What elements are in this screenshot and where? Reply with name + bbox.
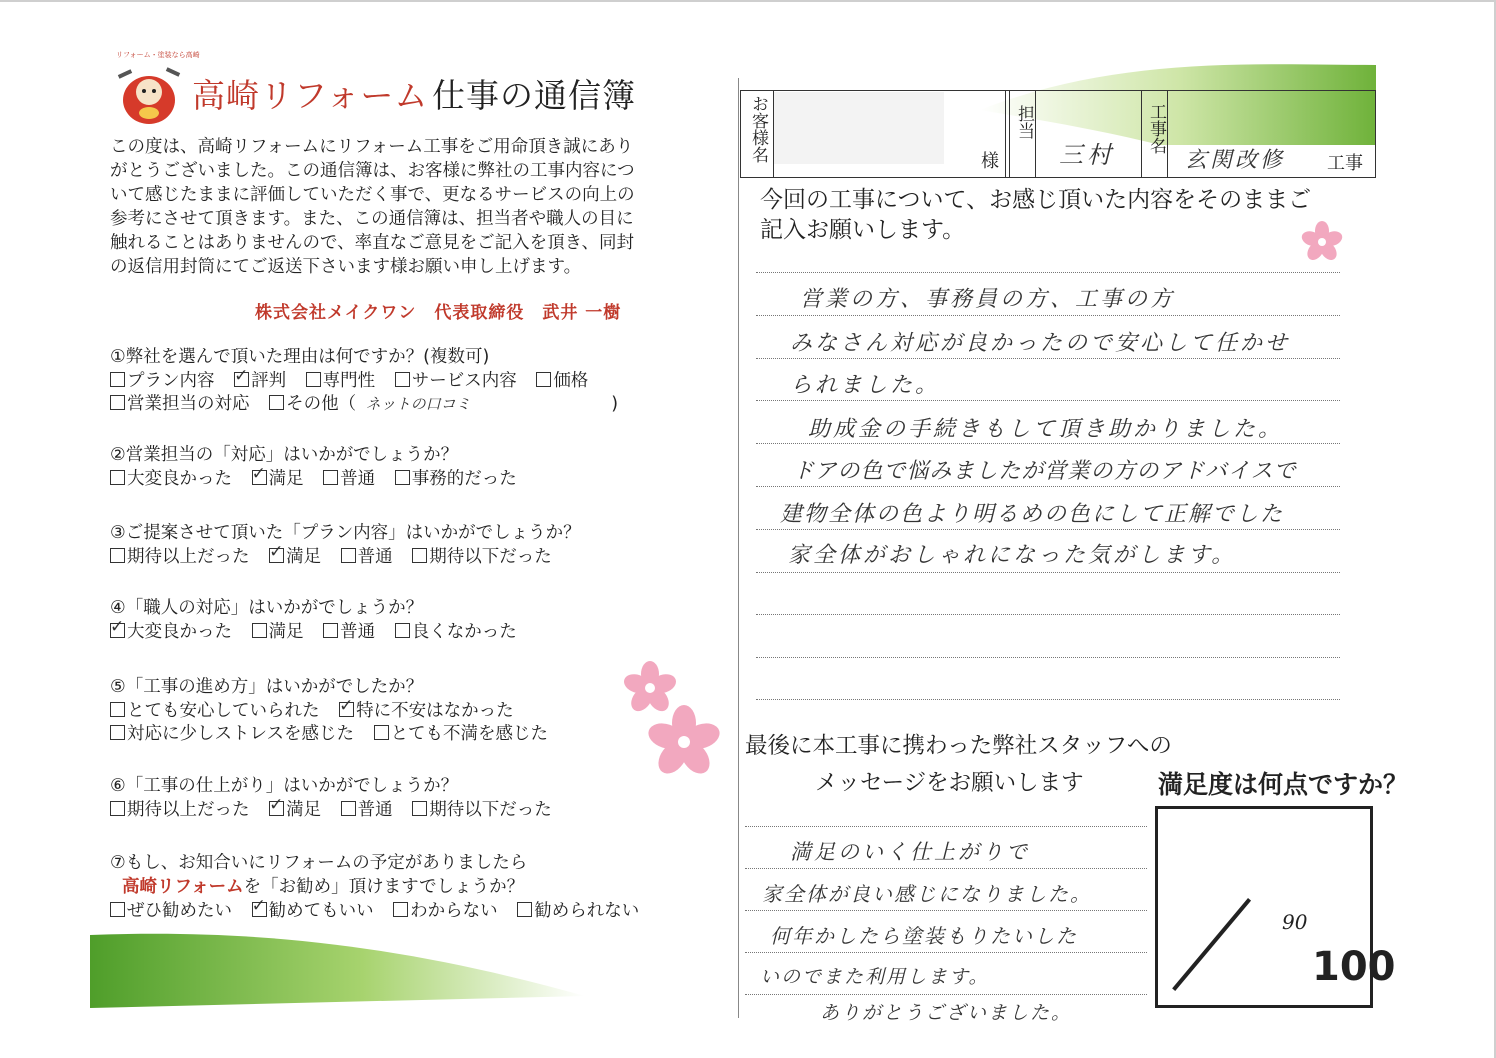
option[interactable] <box>412 543 552 568</box>
option[interactable] <box>269 390 356 415</box>
brand-inline: 高崎リフォーム <box>122 877 244 897</box>
option-label: その他（ <box>286 394 357 414</box>
question-2-options <box>110 465 531 490</box>
question-1: ①弊社を選んで頂いた理由は何ですか？(複数可) <box>110 347 490 367</box>
message-handwritten: 満足のいく仕上がりで <box>790 840 1030 864</box>
comment-handwritten: ドアの色で悩みましたが営業の方のアドバイスで <box>792 459 1297 484</box>
option[interactable] <box>110 897 232 922</box>
question-6-options <box>110 796 566 821</box>
option[interactable] <box>395 465 517 490</box>
work-label-cell <box>1141 91 1168 177</box>
staff-name-handwritten: 三村 <box>1059 141 1115 169</box>
option-label: 大変良かった <box>127 469 232 489</box>
option[interactable] <box>536 367 588 392</box>
checkbox[interactable] <box>536 372 551 387</box>
checkbox-checked[interactable] <box>234 372 249 387</box>
comment-prompt <box>760 185 1311 245</box>
option[interactable] <box>341 796 393 821</box>
intro-line: いて感じたままに評価していただく事で、更なるサービスの向上の <box>110 185 635 205</box>
question-4-options <box>110 618 531 643</box>
question-3: ③ご提案させて頂いた「プラン内容」はいかがでしょうか？ <box>110 523 581 543</box>
intro-line: の返信用封筒にてご返送下さいます様お願い申し上げます。 <box>110 257 582 277</box>
option[interactable] <box>110 697 320 722</box>
ruled-line <box>745 868 1147 870</box>
work-value-cell[interactable] <box>1167 91 1373 177</box>
option[interactable] <box>393 897 498 922</box>
option-label: 期待以下だった <box>429 547 552 567</box>
option-label: 良くなかった <box>411 622 517 642</box>
option[interactable] <box>110 543 250 568</box>
option-label: 普通 <box>357 800 393 820</box>
option-label: 期待以下だった <box>429 800 552 820</box>
checkbox[interactable] <box>341 548 356 563</box>
message-prompt-line2: メッセージをお願いします <box>815 770 1084 796</box>
ruled-line <box>756 272 1340 274</box>
green-swoosh-bottom <box>90 930 590 1010</box>
option-label: ぜひ勧めたい <box>127 901 232 921</box>
comment-handwritten: みなさん対応が良かったので安心して任かせ <box>790 331 1291 356</box>
option-label: 対応に少しストレスを感じた <box>127 724 354 744</box>
customer-label-cell <box>741 91 774 177</box>
checkbox[interactable] <box>323 623 338 638</box>
intro-line: 参考にさせて頂きます。また、この通信簿は、担当者や職人の目に <box>110 209 634 229</box>
ruled-line <box>745 910 1147 912</box>
option-label: 勧めてもいい <box>268 901 374 921</box>
customer-label: お客様名 <box>748 95 768 163</box>
checkbox[interactable] <box>374 725 389 740</box>
question-6: ⑥「工事の仕上がり」はいかがでしょうか？ <box>110 776 459 796</box>
ruled-line <box>756 315 1340 317</box>
intro-line: この度は、高崎リフォームにリフォーム工事をご用命頂き誠にあり <box>110 137 634 157</box>
option-label: 大変良かった <box>127 622 232 642</box>
ruled-line <box>745 952 1147 954</box>
message-prompt-line1: 最後に本工事に携わった弊社スタッフへの <box>745 733 1172 759</box>
option-label: 期待以上だった <box>127 547 250 567</box>
intro-line: 触れることはありませんので、率直なご意見をご記入を頂き、同封 <box>110 233 634 253</box>
ruled-line <box>745 994 1147 996</box>
logo-tagline: リフォーム・塗装なら高崎 <box>116 51 200 59</box>
question-5-options <box>110 697 528 722</box>
option[interactable] <box>252 465 304 490</box>
checkbox-checked[interactable] <box>269 801 284 816</box>
option-label: 特に不安はなかった <box>356 701 514 721</box>
option-label: 満足 <box>268 622 304 642</box>
score-title: 満足度は何点ですか？ <box>1158 770 1409 799</box>
message-handwritten: ありがとうございました。 <box>820 1002 1073 1024</box>
ruled-line <box>756 614 1340 616</box>
ruled-line <box>756 486 1340 488</box>
other-answer-handwritten: ネットの口コミ <box>365 395 471 413</box>
question-7-options <box>110 897 653 922</box>
page-title: 仕事の通信簿 <box>432 76 636 115</box>
work-name-handwritten: 玄関改修 <box>1185 148 1286 173</box>
option[interactable] <box>110 618 232 643</box>
checkbox-checked[interactable] <box>252 470 267 485</box>
option[interactable] <box>110 465 232 490</box>
option[interactable] <box>252 897 374 922</box>
comment-handwritten: られました。 <box>790 373 941 398</box>
option[interactable] <box>306 367 376 392</box>
work-suffix: 工事 <box>1327 153 1363 174</box>
option[interactable] <box>412 796 552 821</box>
checkbox[interactable] <box>412 801 427 816</box>
option[interactable] <box>323 465 375 490</box>
checkbox-checked[interactable] <box>339 702 354 717</box>
sheet-edge <box>0 0 1496 2</box>
checkbox[interactable] <box>341 801 356 816</box>
option-label: 営業担当の対応 <box>127 394 250 414</box>
score-max: 100 <box>1312 944 1396 990</box>
checkbox[interactable] <box>395 623 410 638</box>
checkbox[interactable] <box>517 902 532 917</box>
checkbox[interactable] <box>110 548 125 563</box>
option-label: 普通 <box>340 469 376 489</box>
checkbox[interactable] <box>110 702 125 717</box>
option[interactable] <box>269 543 321 568</box>
ruled-line <box>756 400 1340 402</box>
column-divider <box>738 78 739 1018</box>
option-label: 期待以上だった <box>127 800 250 820</box>
option-label: 専門性 <box>322 371 376 391</box>
question-2: ②営業担当の「対応」はいかがでしょうか？ <box>110 445 459 465</box>
option[interactable] <box>110 720 354 745</box>
sakura-icon <box>622 660 722 790</box>
option-label: とても安心していられた <box>127 701 320 721</box>
message-handwritten: いのでまた利用します。 <box>760 966 990 988</box>
staff-label: 担当 <box>1014 105 1034 139</box>
option[interactable] <box>374 720 549 745</box>
ruled-line <box>756 699 1340 701</box>
staff-value-cell[interactable] <box>1035 91 1142 177</box>
intro-line: がとうございました。この通信簿は、お客様に弊社の工事内容につ <box>110 161 635 181</box>
option-label: とても不満を感じた <box>390 724 549 744</box>
ruled-line <box>745 826 1147 828</box>
question-4: ④「職人の対応」はいかがでしょうか？ <box>110 598 424 618</box>
option-label: 勧められない <box>534 901 640 921</box>
ruled-line <box>756 443 1340 445</box>
option-label: 評判 <box>251 371 287 391</box>
option[interactable] <box>234 367 286 392</box>
ruled-line <box>756 572 1340 574</box>
work-label: 工事名 <box>1146 103 1166 154</box>
option[interactable] <box>395 618 517 643</box>
customer-suffix: 様 <box>981 151 999 172</box>
option[interactable] <box>110 796 250 821</box>
checkbox[interactable] <box>269 395 284 410</box>
message-handwritten: 家全体が良い感じになりました。 <box>762 882 1092 906</box>
checkbox[interactable] <box>412 548 427 563</box>
option-label: 満足 <box>268 469 304 489</box>
option-label: 価格 <box>553 371 589 391</box>
comment-handwritten: 建物全体の色より明るめの色にして正解でした <box>780 502 1285 527</box>
option[interactable] <box>110 390 250 415</box>
option-label: わからない <box>410 901 498 921</box>
checkbox[interactable] <box>110 372 125 387</box>
checkbox[interactable] <box>306 372 321 387</box>
checkbox-checked[interactable] <box>269 548 284 563</box>
question-3-options <box>110 543 566 568</box>
comment-prompt-line: 記入お願いします。 <box>760 217 966 243</box>
checkbox[interactable] <box>110 902 125 917</box>
checkbox[interactable] <box>110 725 125 740</box>
option[interactable] <box>339 697 514 722</box>
checkbox[interactable] <box>110 801 125 816</box>
ruled-line <box>756 657 1340 659</box>
question-5-options-row2 <box>110 720 562 745</box>
checkbox[interactable] <box>110 470 125 485</box>
option-label: 普通 <box>340 622 376 642</box>
checkbox[interactable] <box>252 623 267 638</box>
brand-name: 高崎リフォーム <box>192 76 429 115</box>
checkbox[interactable] <box>395 372 410 387</box>
checkbox[interactable] <box>323 470 338 485</box>
checkbox[interactable] <box>110 395 125 410</box>
comment-handwritten: 家全体がおしゃれになった気がします。 <box>788 543 1237 568</box>
option-label: 普通 <box>357 547 393 567</box>
option[interactable] <box>252 618 304 643</box>
question-7-line2 <box>122 873 524 898</box>
other-close-paren: ) <box>611 394 619 414</box>
option[interactable] <box>269 796 321 821</box>
ruled-line <box>756 358 1340 360</box>
option-label: 満足 <box>286 547 322 567</box>
option-label: 事務的だった <box>411 469 517 489</box>
comment-prompt-line: 今回の工事について、お感じ頂いた内容をそのままご <box>760 187 1312 213</box>
checkbox-checked[interactable] <box>110 623 125 638</box>
ruled-line <box>756 529 1340 531</box>
checkbox[interactable] <box>393 902 408 917</box>
customer-name-field[interactable] <box>774 92 944 164</box>
option-label: プラン内容 <box>127 371 215 391</box>
question-7: ⑦もし、お知合いにリフォームの予定がありましたら <box>110 853 528 873</box>
option-label: サービス内容 <box>411 371 517 391</box>
option[interactable] <box>395 367 517 392</box>
question-1-options <box>110 367 602 392</box>
intro-text <box>110 135 700 279</box>
option[interactable] <box>323 618 375 643</box>
question-5: ⑤「工事の進め方」はいかがでしたか？ <box>110 677 424 697</box>
question-7-rest: を「お勧め」頂けますでしょうか？ <box>243 877 525 897</box>
checkbox[interactable] <box>395 470 410 485</box>
option[interactable] <box>517 897 639 922</box>
option[interactable] <box>341 543 393 568</box>
option[interactable] <box>110 367 215 392</box>
checkbox-checked[interactable] <box>252 902 267 917</box>
comment-handwritten: 助成金の手続きもして頂き助かりました。 <box>808 417 1284 442</box>
option-label: 満足 <box>286 800 322 820</box>
company-signature: 株式会社メイクワン 代表取締役 武井 一樹 <box>255 303 622 323</box>
question-1-options-row2 <box>110 390 618 415</box>
score-value-handwritten: 90 <box>1282 910 1308 934</box>
comment-handwritten: 営業の方、事務員の方、工事の方 <box>800 287 1176 312</box>
staff-label-cell <box>1009 91 1036 177</box>
message-handwritten: 何年かしたら塗装もりたいした <box>770 924 1078 948</box>
daruma-logo-icon <box>110 58 188 126</box>
